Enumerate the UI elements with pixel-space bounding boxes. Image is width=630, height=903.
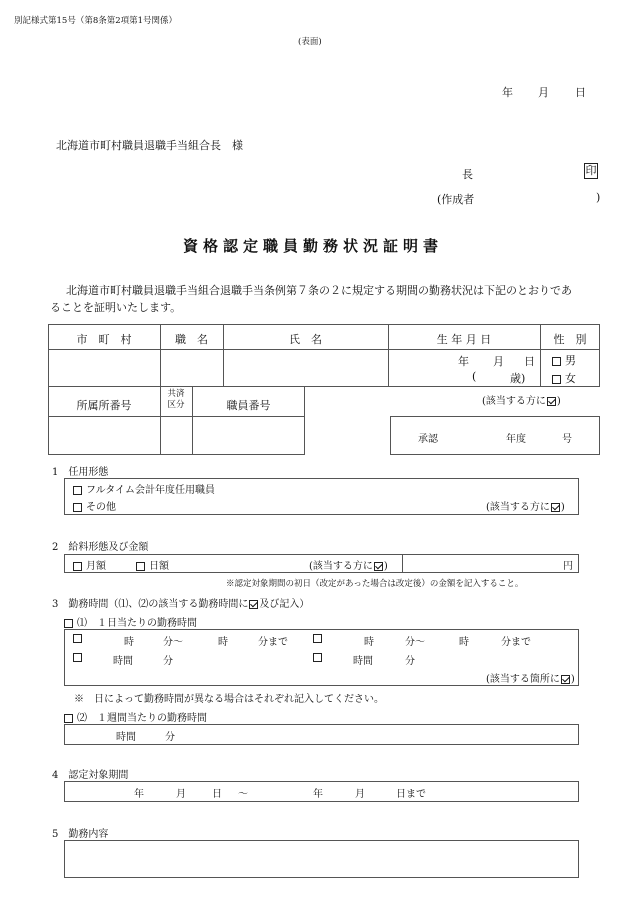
checked-box-icon xyxy=(547,397,556,406)
a-until: 分まで xyxy=(258,637,288,648)
monthly-checkbox[interactable] xyxy=(73,562,82,571)
time-range-checkbox-b[interactable] xyxy=(313,634,322,643)
hours-checkbox-b[interactable] xyxy=(313,653,322,662)
intro-line-1: 北海道市町村職員退職手当組合退職手当条例第７条の２に規定する期間の勤務状況は下記のとおりであ xyxy=(66,284,572,297)
checked-box-icon xyxy=(561,675,570,684)
document-title: 資格認定職員勤務状況証明書 xyxy=(183,237,444,255)
daily-hours-option[interactable]: ⑴ １日当たりの勤務時間 xyxy=(64,614,197,629)
section1-heading: 1 任用形態 xyxy=(52,467,109,478)
birth-year: 年 xyxy=(458,355,469,368)
other-option[interactable]: その他 xyxy=(73,498,116,513)
weekly-min-label: 分 xyxy=(165,732,175,743)
female-checkbox[interactable] xyxy=(552,375,561,384)
weekly-hours-box xyxy=(64,724,579,745)
date-year-label: 年 xyxy=(502,86,513,99)
section5-heading: 5 勤務内容 xyxy=(52,829,109,840)
fulltime-option[interactable]: フルタイム会計年度任用職員 xyxy=(73,481,215,496)
creator-open: (作成者 xyxy=(437,193,475,206)
to-month: 月 xyxy=(355,789,365,800)
approval-year: 年度 xyxy=(506,434,526,445)
b-hour: 時 xyxy=(364,637,374,648)
birth-month: 月 xyxy=(493,355,504,368)
a-min: 分〜 xyxy=(163,637,183,648)
section3-footnote: ※ 日によって勤務時間が異なる場合はそれぞれ記入してください。 xyxy=(74,694,384,705)
side-label: (表面) xyxy=(298,37,322,47)
section2-footnote: ※認定対象期間の初日（改定があった場合は改定後）の金額を記入すること。 xyxy=(226,579,524,589)
b-hour2: 時 xyxy=(459,637,469,648)
from-day: 日 xyxy=(212,789,222,800)
other-checkbox[interactable] xyxy=(73,503,82,512)
header-municipality: 市 町 村 xyxy=(76,333,132,346)
birth-day: 日 xyxy=(524,355,535,368)
hours-option-a[interactable] xyxy=(73,652,86,663)
a-hour2: 時 xyxy=(218,637,228,648)
form-number: 別記様式第15号（第8条第2項第1号関係） xyxy=(14,16,178,26)
intro-line-2: ることを証明いたします。 xyxy=(50,301,182,314)
female-label: 女 xyxy=(565,372,576,385)
date-day-label: 日 xyxy=(575,86,586,99)
applicable-note: (該当する方に ) xyxy=(482,396,561,407)
approval-no: 号 xyxy=(562,434,572,445)
hours-option-b[interactable] xyxy=(313,652,326,663)
daily-hours-checkbox[interactable] xyxy=(64,619,73,628)
work-content-box[interactable] xyxy=(64,840,579,878)
from-year: 年 xyxy=(134,789,144,800)
checked-box-icon xyxy=(249,600,258,609)
d-hours: 時間 xyxy=(353,656,373,667)
header-office-number: 所属所番号 xyxy=(76,399,132,412)
daily-checkbox[interactable] xyxy=(136,562,145,571)
weekly-hours-option[interactable]: ⑵ １週間当たりの勤務時間 xyxy=(64,709,207,724)
time-range-checkbox-a[interactable] xyxy=(73,634,82,643)
header-staff-number: 職員番号 xyxy=(226,399,271,412)
weekly-hours-label: 時間 xyxy=(116,732,136,743)
chief-label: 長 xyxy=(462,168,473,181)
section1-note: (該当する方に ) xyxy=(486,502,565,513)
date-month-label: 月 xyxy=(538,86,549,99)
b-until: 分まで xyxy=(501,637,531,648)
yen-label: 円 xyxy=(563,561,573,572)
sex-male-option[interactable] xyxy=(552,352,576,368)
c-min: 分 xyxy=(163,656,173,667)
male-label: 男 xyxy=(565,354,576,367)
c-hours: 時間 xyxy=(113,656,133,667)
fulltime-checkbox[interactable] xyxy=(73,486,82,495)
section2-note: (該当する方に ) xyxy=(309,561,388,572)
range-tilde: 〜 xyxy=(238,789,248,800)
time-range-option-b[interactable] xyxy=(313,633,326,644)
approval-label: 承認 xyxy=(418,434,438,445)
sex-female-option[interactable] xyxy=(552,370,576,386)
age-open: ( xyxy=(472,370,477,383)
header-mutual-aid-class: 共済 区分 xyxy=(167,389,185,410)
header-position: 職 名 xyxy=(175,333,208,346)
to-day: 日まで xyxy=(396,789,426,800)
monthly-option[interactable]: 月額 xyxy=(73,557,106,572)
a-hour: 時 xyxy=(124,637,134,648)
section3-heading: 3 勤務時間（⑴、⑵の該当する勤務時間に 及び記入） xyxy=(52,599,310,610)
seal-mark: 印 xyxy=(585,164,597,177)
header-sex: 性 別 xyxy=(553,333,587,346)
section4-heading: 4 認定対象期間 xyxy=(52,770,129,781)
creator-close: ) xyxy=(596,191,601,204)
to-year: 年 xyxy=(313,789,323,800)
daily-option[interactable]: 日額 xyxy=(136,557,169,572)
age-close: 歳) xyxy=(510,372,526,385)
d-min: 分 xyxy=(405,656,415,667)
weekly-hours-checkbox[interactable] xyxy=(64,714,73,723)
section2-heading: 2 給料形態及び金額 xyxy=(52,542,149,553)
checked-box-icon xyxy=(374,562,383,571)
header-name: 氏 名 xyxy=(289,333,322,346)
header-birthdate: 生 年 月 日 xyxy=(436,333,492,346)
hours-checkbox-a[interactable] xyxy=(73,653,82,662)
b-min: 分〜 xyxy=(405,637,425,648)
section3-note: (該当する箇所に ) xyxy=(486,674,575,685)
from-month: 月 xyxy=(176,789,186,800)
time-range-option-a[interactable] xyxy=(73,633,86,644)
addressee: 北海道市町村職員退職手当組合長 様 xyxy=(56,139,243,152)
checked-box-icon xyxy=(551,503,560,512)
male-checkbox[interactable] xyxy=(552,357,561,366)
